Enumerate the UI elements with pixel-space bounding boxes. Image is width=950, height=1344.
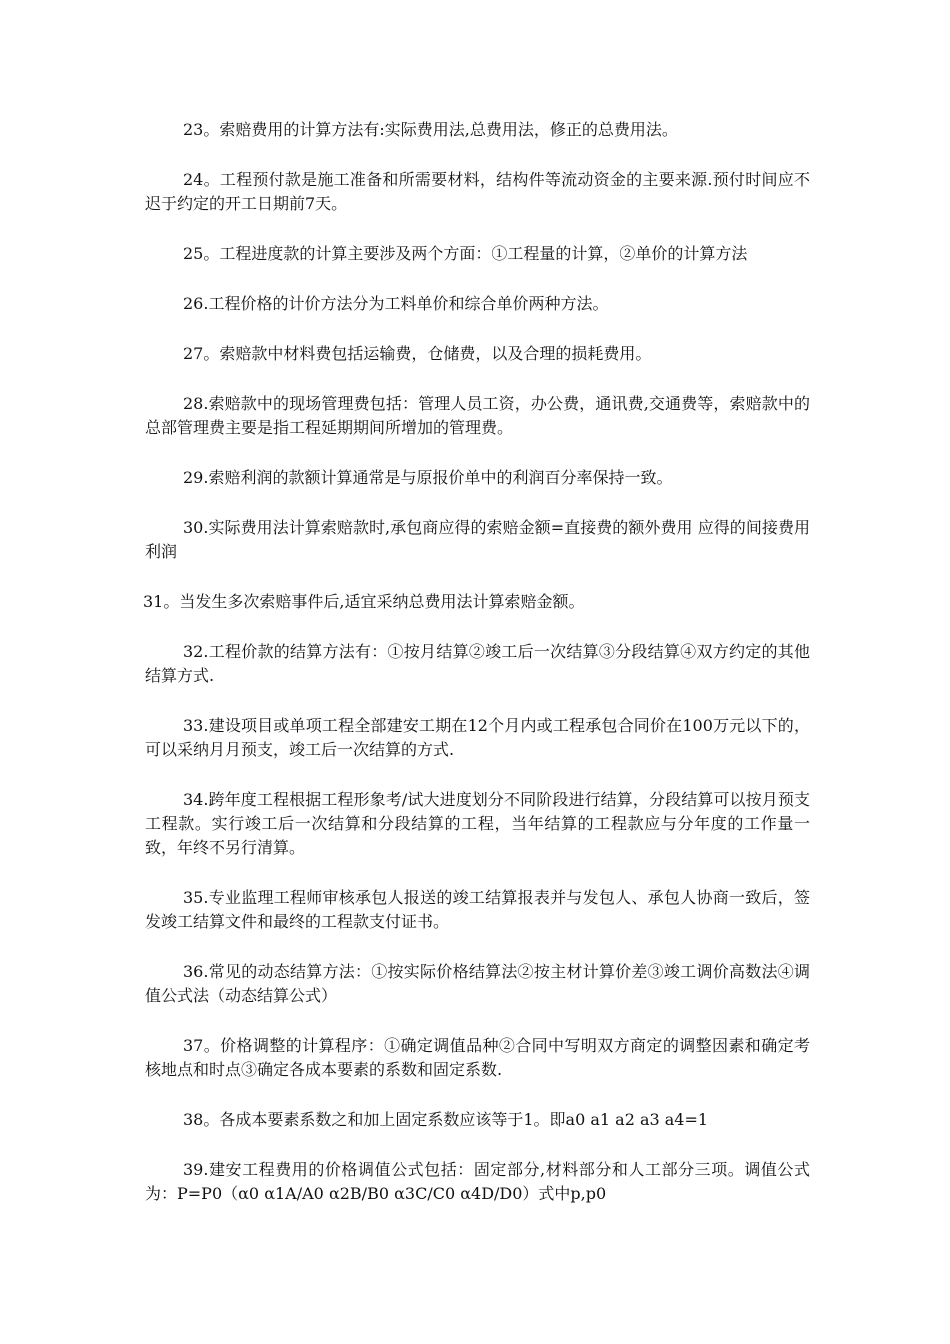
paragraph-28: 28.索赔款中的现场管理费包括：管理人员工资，办公费，通讯费,交通费等，索赔款中的总部管理费主要是指工程延期期间所增加的管理费。 bbox=[145, 394, 810, 437]
paragraph-29: 29.索赔利润的款额计算通常是与原报价单中的利润百分率保持一致。 bbox=[183, 468, 673, 487]
paragraph-35: 35.专业监理工程师审核承包人报送的竣工结算报表并与发包人、承包人协商一致后，签发竣工结算文件和最终的工程款支付证书。 bbox=[145, 888, 810, 931]
paragraph-37: 37。价格调整的计算程序：①确定调值品种②合同中写明双方商定的调整因素和确定考核地点和时点③确定各成本要素的系数和固定系数. bbox=[145, 1036, 810, 1079]
paragraph-34: 34.跨年度工程根据工程形象考/试大进度划分不同阶段进行结算，分段结算可以按月预支工程款。实行竣工后一次结算和分段结算的工程，当年结算的工程款应与分年度的工作量一致，年终不另行清算。 bbox=[145, 790, 810, 857]
paragraph-23: 23。索赔费用的计算方法有:实际费用法,总费用法，修正的总费用法。 bbox=[183, 120, 678, 139]
paragraph-26: 26.工程价格的计价方法分为工料单价和综合单价两种方法。 bbox=[183, 294, 609, 313]
document-body bbox=[145, 118, 810, 1232]
paragraph-33: 33.建设项目或单项工程全部建安工期在12个月内或工程承包合同价在100万元以下的，可以采纳月月预支，竣工后一次结算的方式. bbox=[145, 716, 810, 759]
paragraph-36: 36.常见的动态结算方法：①按实际价格结算法②按主材计算价差③竣工调价高数法④调值公式法（动态结算公式） bbox=[145, 962, 810, 1005]
paragraph-27: 27。索赔款中材料费包括运输费，仓储费，以及合理的损耗费用。 bbox=[183, 344, 652, 363]
paragraph-30: 30.实际费用法计算索赔款时,承包商应得的索赔金额=直接费的额外费用 应得的间接费用 利润 bbox=[145, 518, 810, 561]
paragraph-39: 39.建安工程费用的价格调值公式包括：固定部分,材料部分和人工部分三项。调值公式为：P=P0（α0 α1A/A0 α2B/B0 α3C/C0 α4D/D0）式中p,p0 bbox=[145, 1160, 810, 1203]
paragraph-25: 25。工程进度款的计算主要涉及两个方面：①工程量的计算，②单价的计算方法 bbox=[183, 244, 748, 263]
paragraph-38: 38。各成本要素系数之和加上固定系数应该等于1。即a0 a1 a2 a3 a4=1 bbox=[183, 1110, 709, 1129]
paragraph-32: 32.工程价款的结算方法有：①按月结算②竣工后一次结算③分段结算④双方约定的其他结算方式. bbox=[145, 642, 810, 685]
paragraph-24: 24。工程预付款是施工准备和所需要材料，结构件等流动资金的主要来源.预付时间应不迟于约定的开工日期前7天。 bbox=[145, 170, 810, 213]
paragraph-31: 31。当发生多次索赔事件后,适宜采纳总费用法计算索赔金额。 bbox=[143, 592, 585, 611]
